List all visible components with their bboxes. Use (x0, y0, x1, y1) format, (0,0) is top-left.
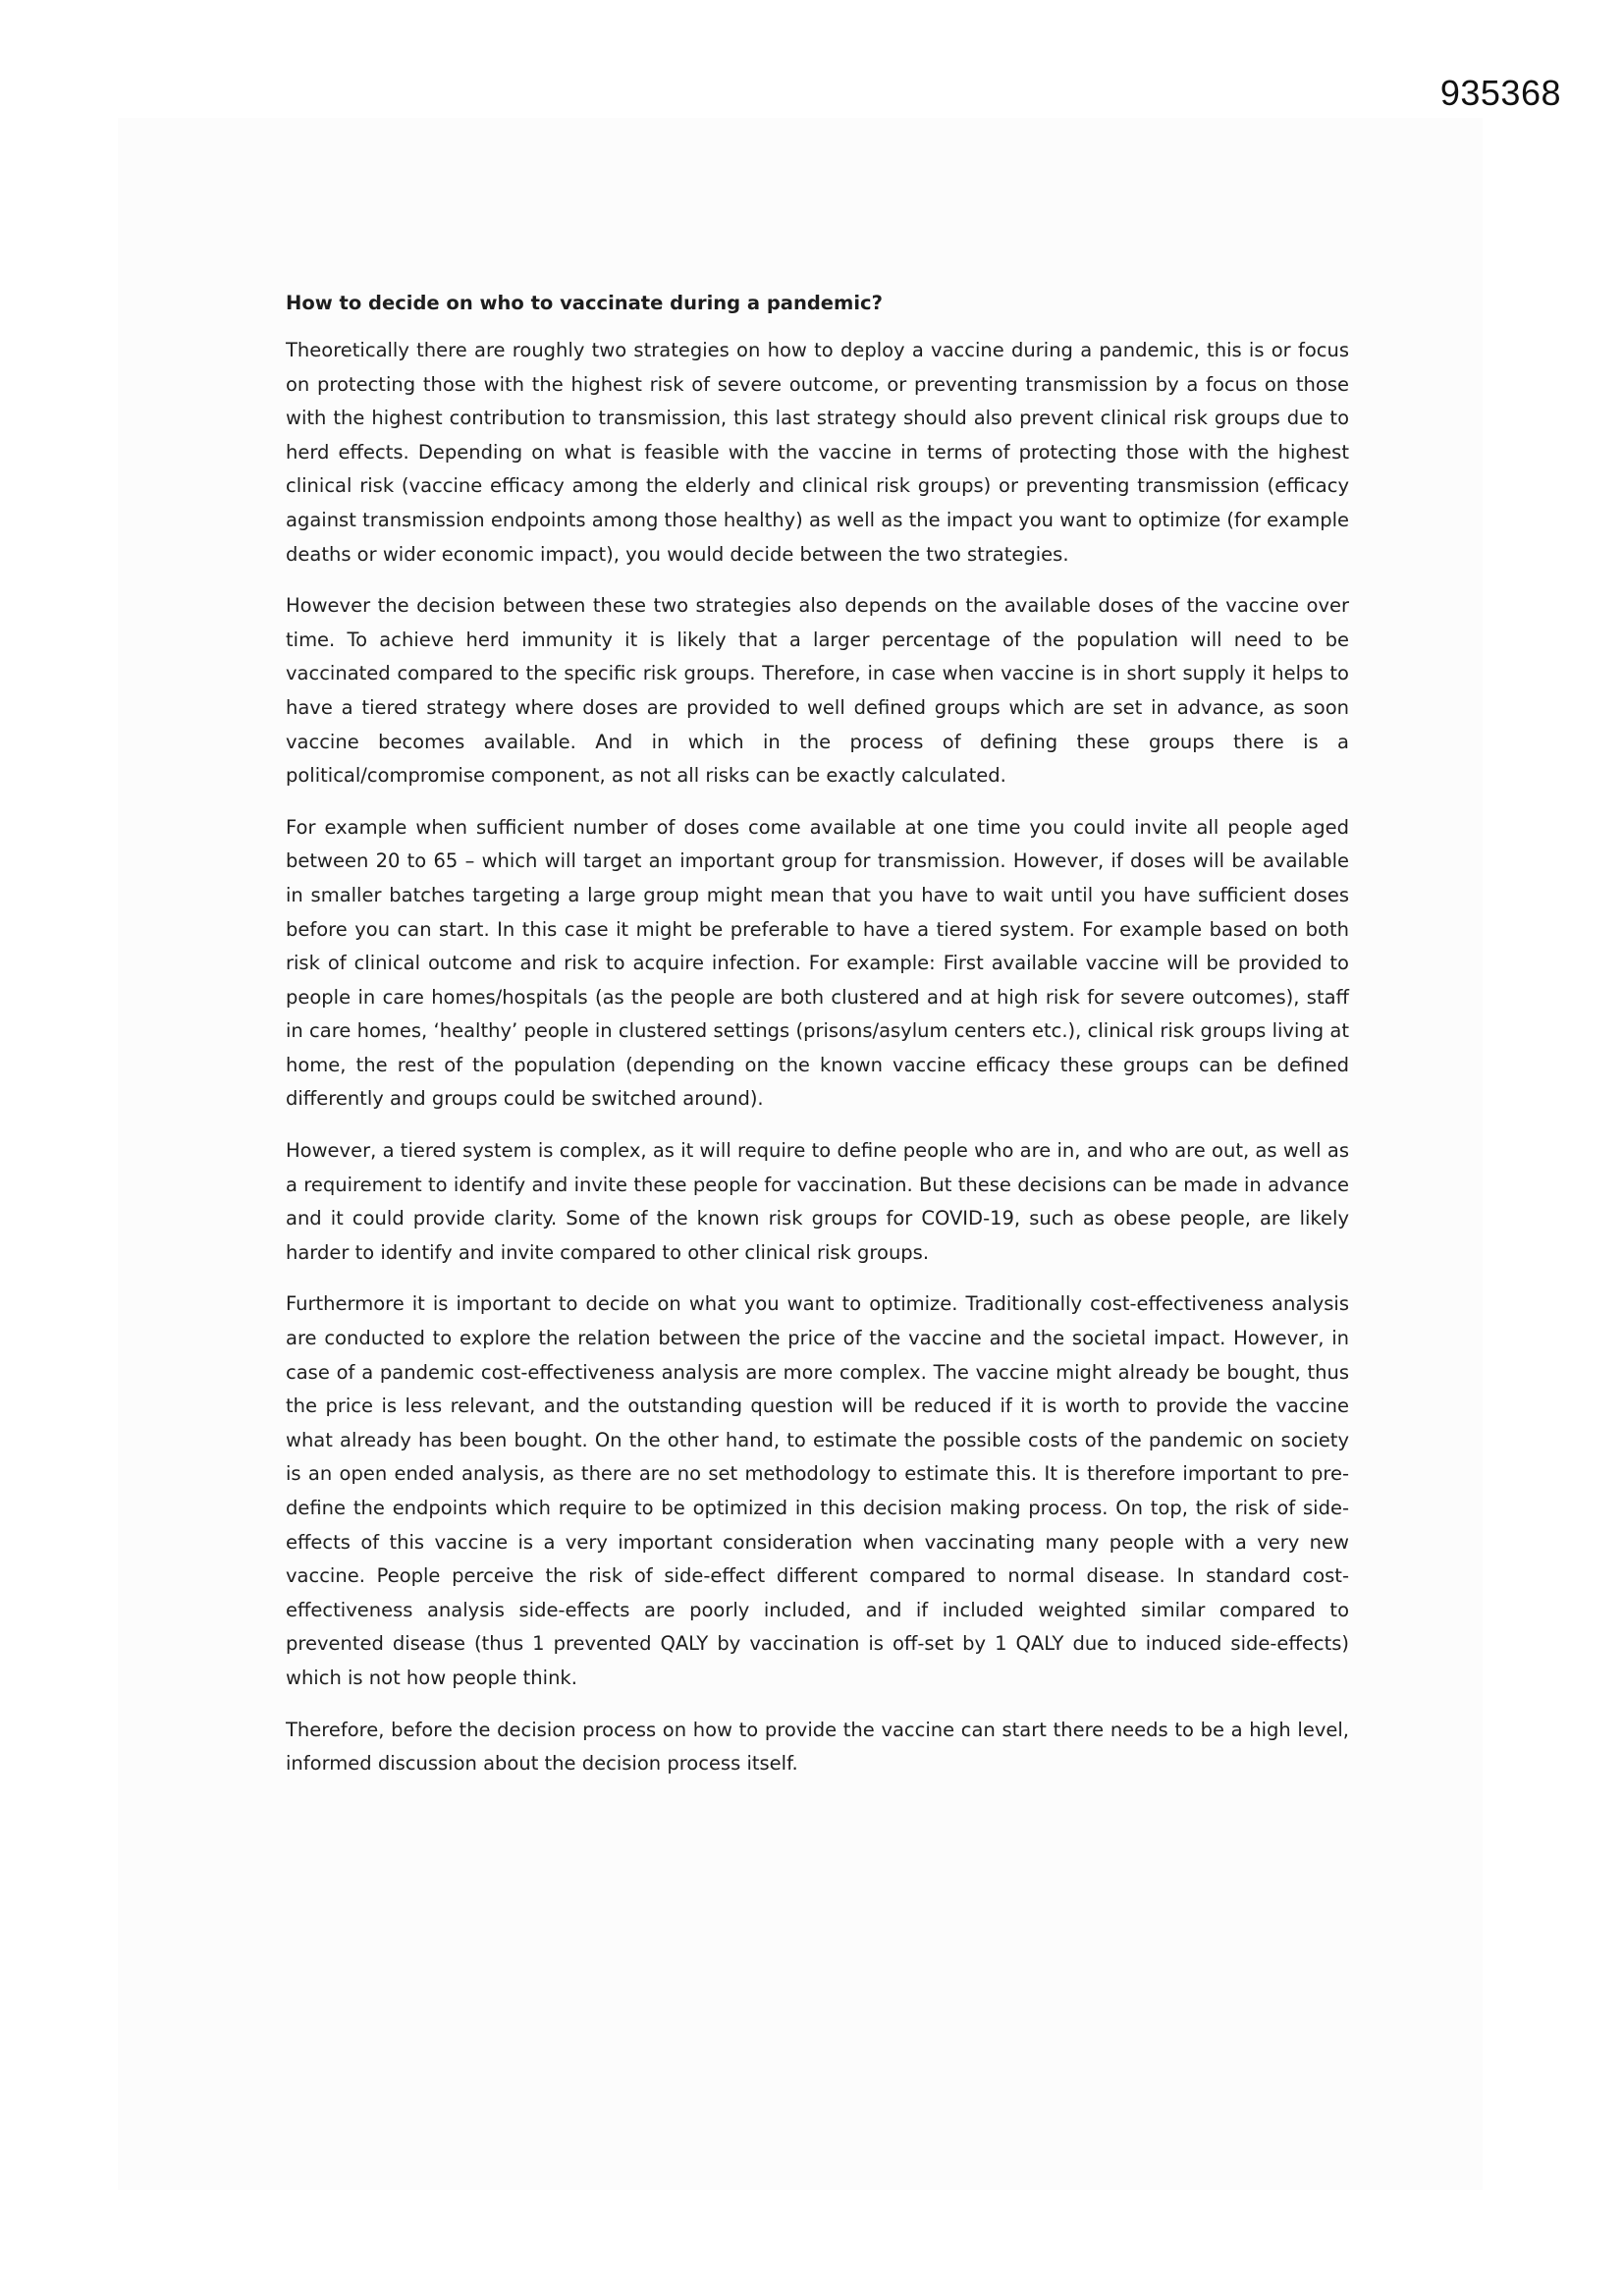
paragraph-conclusion: Therefore, before the decision process on how to provide the vaccine can start there needs to be a high level, informed discussion about the decision process itself. (286, 1718, 1349, 1776)
document-body (286, 287, 1349, 1799)
paragraph-tiered-example: For example when sufficient number of doses come available at one time you could invite all people aged between 20 to 65 – which will target an important group for transmission. However, if doses will be available in smaller batches targeting a large group might mean that you have to wait until you have sufficient doses before you can start. In this case it might be preferable to have a tiered system. For example based on both risk of clinical outcome and risk to acquire infection. For example: First available vaccine will be provided to people in care homes/hospitals (as the people are both clustered and at high risk for severe outcomes), staff in care homes, ‘healthy’ people in clustered settings (prisons/asylum centers etc.), clinical risk groups living at home, the rest of the population (depending on the known vaccine efficacy these groups can be defined differently and groups could be switched around). (286, 815, 1349, 1111)
paragraph-tiered-complexity: However, a tiered system is complex, as it will require to define people who are in, and who are out, as well as a requirement to identify and invite these people for vaccination. But these decisions can be made in advance and it could provide clarity. Some of the known risk groups for COVID-19, such as obese people, are likely harder to identify and invite compared to other clinical risk groups. (286, 1139, 1349, 1264)
document-title: How to decide on who to vaccinate during a pandemic? (286, 292, 883, 314)
paragraph-strategies: Theoretically there are roughly two strategies on how to deploy a vaccine during a pandemic, this is or focus on protecting those with the highest risk of severe outcome, or preventing transmission by a focus on those with the highest contribution to transmission, this last strategy should also prevent clinical risk groups due to herd effects. Depending on what is feasible with the vaccine in terms of protecting those with the highest clinical risk (vaccine efficacy among the elderly and clinical risk groups) or preventing transmission (efficacy against transmission endpoints among those healthy) as well as the impact you want to optimize (for example deaths or wider economic impact), you would decide between the two strategies. (286, 339, 1349, 566)
paragraph-available-doses: However the decision between these two strategies also depends on the available doses of the vaccine over time. To achieve herd immunity it is likely that a larger percentage of the population will need to be vaccinated compared to the specific risk groups. Therefore, in case when vaccine is in short supply it helps to have a tiered strategy where doses are provided to well defined groups which are set in advance, as soon vaccine becomes available. And in which in the process of defining these groups there is a political/compromise component, as not all risks can be exactly calculated. (286, 594, 1349, 788)
document-number: 935368 (1439, 73, 1561, 113)
paragraph-optimization: Furthermore it is important to decide on what you want to optimize. Traditionally cost-effectiveness analysis are conducted to explore the relation between the price of the vaccine and the societal impact. However, in case of a pandemic cost-effectiveness analysis are more complex. The vaccine might already be bought, thus the price is less relevant, and the outstanding question will be reduced if it is worth to provide the vaccine what already has been bought. On the other hand, to estimate the possible costs of the pandemic on society is an open ended analysis, as there are no set methodology to estimate this. It is therefore important to pre-define the endpoints which require to be optimized in this decision making process. On top, the risk of side-effects of this vaccine is a very important consideration when vaccinating many people with a very new vaccine. People perceive the risk of side-effect different compared to normal disease. In standard cost-effectiveness analysis side-effects are poorly included, and if included weighted similar compared to prevented disease (thus 1 prevented QALY by vaccination is off-set by 1 QALY due to induced side-effects) which is not how people think. (286, 1292, 1349, 1689)
